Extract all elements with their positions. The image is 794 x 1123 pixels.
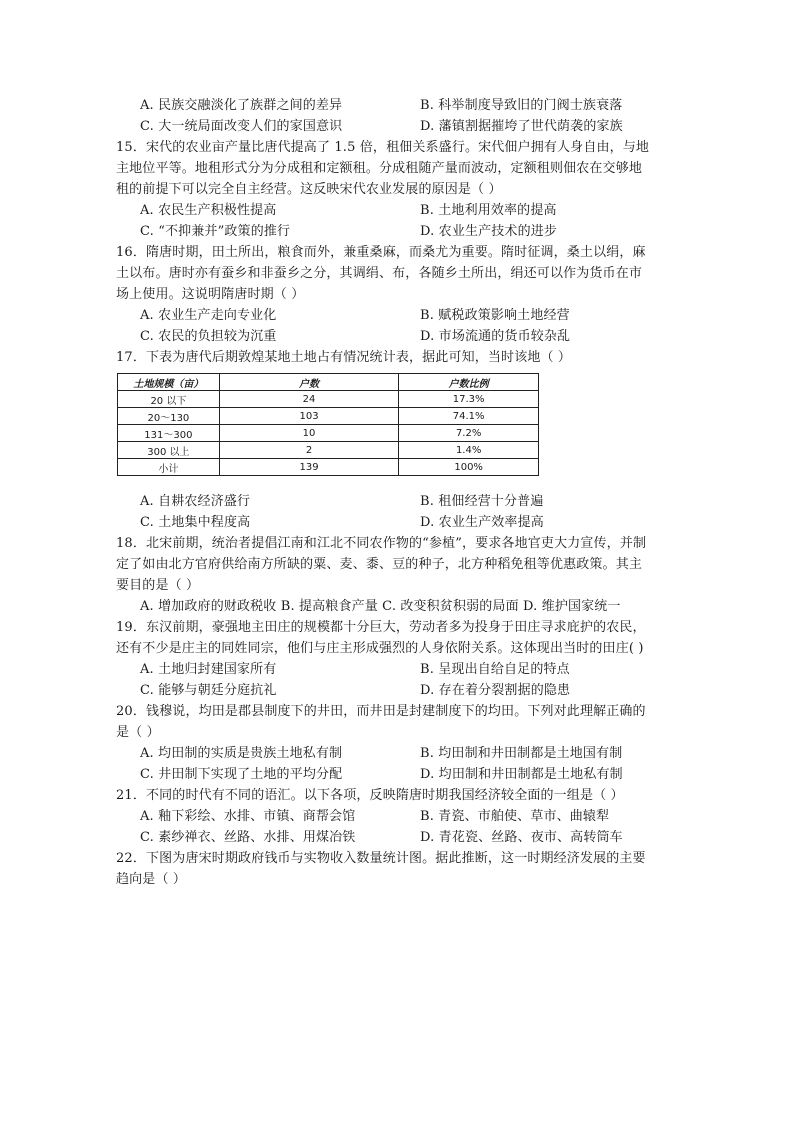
table-header-cell: 户数比例 [399,374,539,391]
q20-option-b: B. 均田制和井田制都是土地国有制 [420,746,623,761]
q19-stem-line: 还有不少是庄主的同姓同宗，他们与庄主形成强烈的人身依附关系。这体现出当时的田庄( ) [116,641,644,656]
table-row [118,442,539,459]
q17-stem: 17．下表为唐代后期敦煌某地土地占有情况统计表，据此可知，当时该地（ ） [116,350,572,365]
q19-option-a: A. 土地归封建国家所有 [140,662,277,677]
q14-option-b: B. 科举制度导致旧的门阀士族衰落 [420,98,623,113]
table-cell: 小计 [118,459,220,476]
table-cell: 139 [219,459,399,476]
table-cell: 1.4% [399,442,539,459]
q21-option-b: B. 青瓷、市舶使、草市、曲辕犁 [420,809,610,824]
table-row [118,459,539,476]
table-row [118,425,539,442]
q19-option-b: B. 呈现出自给自足的特点 [420,662,570,677]
q19-option-c: C. 能够与朝廷分庭抗礼 [140,683,277,698]
table-row [118,391,539,408]
table-cell: 103 [219,408,399,425]
table-cell: 20 以下 [118,391,220,408]
table-cell: 20～130 [118,408,220,425]
q14-option-a: A. 民族交融淡化了族群之间的差异 [140,98,343,113]
table-header-cell: 户数 [219,374,399,391]
q18-stem-line: 18．北宋前期，统治者提倡江南和江北不同农作物的“参植”，要求各地官吏大力宣传，并制 [116,536,647,551]
q21-stem: 21．不同的时代有不同的语汇。以下各项，反映隋唐时期我国经济较全面的一组是（ ） [116,788,624,803]
q18-stem-line: 定了如由北方官府供给南方所缺的粟、麦、黍、豆的种子，北方种稻免租等优惠政策。其主 [116,557,643,572]
q14-option-c: C. 大一统局面改变人们的家国意识 [140,119,343,134]
table-cell: 300 以上 [118,442,220,459]
q16-stem-line: 场上使用。这说明隋唐时期（ ） [116,287,305,302]
table-cell: 74.1% [399,408,539,425]
q17-option-a: A. 自耕农经济盛行 [140,494,251,509]
table-header-row [118,374,539,391]
q18-stem-line: 要目的是（ ） [116,578,200,593]
q15-option-b: B. 土地利用效率的提高 [420,203,557,218]
table-header-cell: 土地规模（亩） [118,374,220,391]
q16-option-d: D. 市场流通的货币较杂乱 [420,329,571,344]
q16-option-c: C. 农民的负担较为沉重 [140,329,277,344]
q21-option-d: D. 青花瓷、丝路、夜市、高转筒车 [420,830,623,845]
land-ownership-table [117,373,539,476]
q22-stem-line: 趋向是（ ） [116,872,187,887]
q15-option-c: C. “不抑兼并”政策的推行 [140,224,291,239]
q20-stem-line: 20．钱穆说，均田是郡县制度下的井田，而井田是封建制度下的均田。下列对此理解正确的 [116,704,646,719]
q20-option-a: A. 均田制的实质是贵族土地私有制 [140,746,343,761]
q22-stem-line: 22．下图为唐宋时期政府钱币与实物收入数量统计图。据此推断，这一时期经济发展的主要 [116,851,646,866]
q16-stem-line: 16．隋唐时期，田土所出，粮食而外，兼重桑麻，而桑尤为重要。隋时征调，桑土以绢，麻 [116,245,646,260]
q20-stem-line: 是（ ） [116,725,160,740]
q20-option-c: C. 井田制下实现了土地的平均分配 [140,767,343,782]
q21-option-c: C. 素纱禅衣、丝路、水排、用煤冶铁 [140,830,356,845]
q14-option-d: D. 藩镇割据摧垮了世代荫袭的家族 [420,119,623,134]
q16-option-a: A. 农业生产走向专业化 [140,308,277,323]
q15-stem-line: 主地位平等。地租形式分为分成租和定额租。分成租随产量而波动，定额租则佃农在交够地 [116,161,643,176]
table-cell: 24 [219,391,399,408]
q15-stem-line: 租的前提下可以完全自主经营。这反映宋代农业发展的原因是（ ） [116,182,502,197]
q18-options: A. 增加政府的财政税收 B. 提高粮食产量 C. 改变积贫积弱的局面 D. 维护国家统一 [140,599,621,614]
table-cell: 17.3% [399,391,539,408]
q16-option-b: B. 赋税政策影响土地经营 [420,308,570,323]
q21-option-a: A. 釉下彩绘、水排、市镇、商帮会馆 [140,809,356,824]
q17-option-d: D. 农业生产效率提高 [420,515,544,530]
table-row [118,408,539,425]
q15-option-d: D. 农业生产技术的进步 [420,224,558,239]
q20-option-d: D. 均田制和井田制都是土地私有制 [420,767,623,782]
table-cell: 10 [219,425,399,442]
q15-option-a: A. 农民生产积极性提高 [140,203,277,218]
q16-stem-line: 土以布。唐时亦有蚕乡和非蚕乡之分，其调绢、布，各随乡土所出，绢还可以作为货币在市 [116,266,643,281]
table-cell: 131～300 [118,425,220,442]
q17-option-b: B. 租佃经营十分普遍 [420,494,544,509]
table-cell: 7.2% [399,425,539,442]
q19-option-d: D. 存在着分裂割据的隐患 [420,683,571,698]
table-cell: 100% [399,459,539,476]
table-cell: 2 [219,442,399,459]
q15-stem-line: 15．宋代的农业亩产量比唐代提高了 1.5 倍，租佃关系盛行。宋代佃户拥有人身自由，与地 [116,140,650,155]
q17-option-c: C. 土地集中程度高 [140,515,251,530]
q19-stem-line: 19．东汉前期，豪强地主田庄的规模都十分巨大，劳动者多为投身于田庄寻求庇护的农民， [116,620,646,635]
